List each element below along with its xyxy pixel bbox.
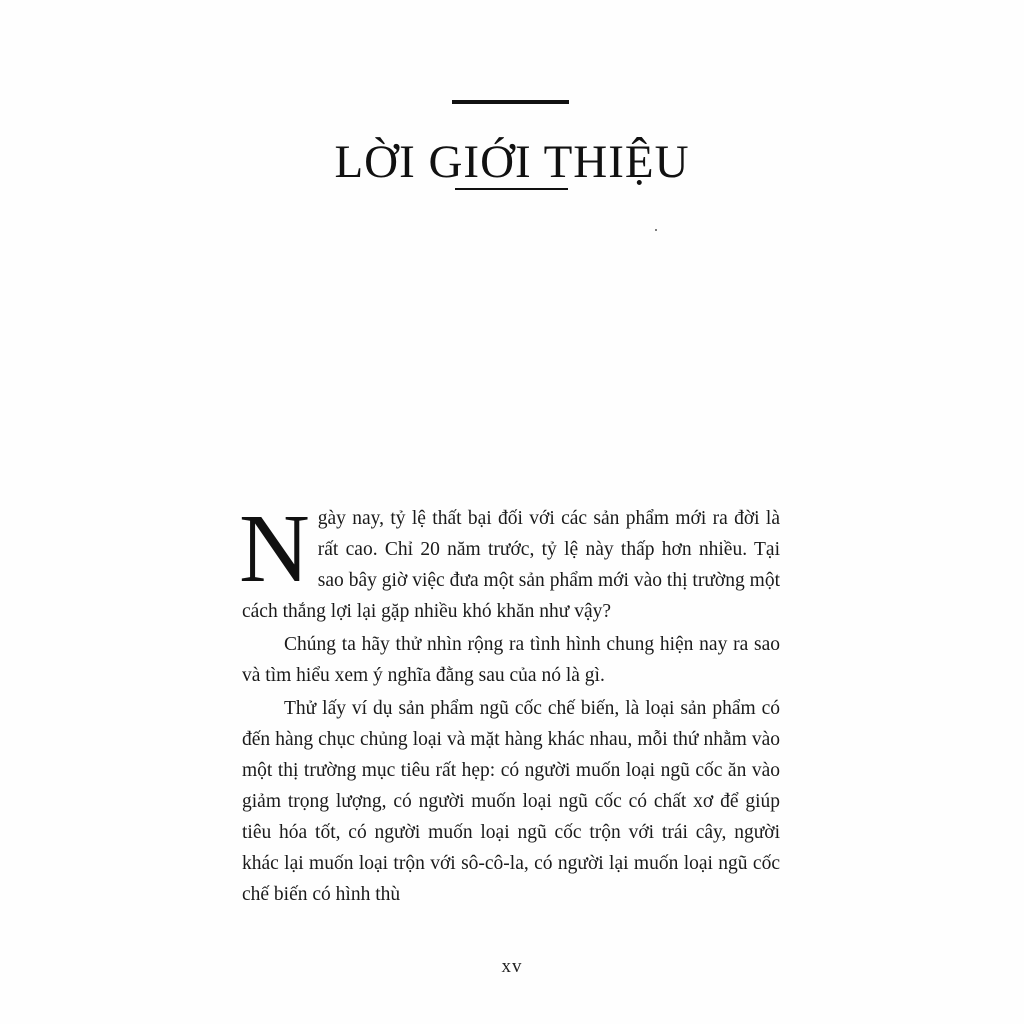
chapter-body [239, 495, 780, 910]
paragraph-1-text: gày nay, tỷ lệ thất bại đối với các sản phẩm mới ra đời là rất cao. Chỉ 20 năm trước, tỷ lệ này thấp hơn nhiều. Tại sao bây giờ việc đưa một sản phẩm mới vào thị trường một cách thắng lợi lại gặp nhiều khó khăn như vậy? [242, 508, 780, 622]
title-bottom-rule [455, 188, 568, 190]
page-number: xv [501, 956, 523, 977]
print-speck [655, 229, 657, 231]
title-top-rule [452, 100, 569, 104]
chapter-title: LỜI GIỚI THIỆU [334, 136, 690, 188]
drop-cap: N [239, 495, 310, 603]
paragraph-1 [239, 495, 780, 627]
paragraph-2: Chúng ta hãy thử nhìn rộng ra tình hình chung hiện nay ra sao và tìm hiểu xem ý nghĩa đằng sau của nó là gì. [242, 634, 780, 686]
paragraph-3: Thử lấy ví dụ sản phẩm ngũ cốc chế biến, là loại sản phẩm có đến hàng chục chủng loại và mặt hàng khác nhau, mỗi thứ nhằm vào một thị trường mục tiêu rất hẹp: có người muốn loại ngũ cốc ăn vào giảm trọng lượng, có người muốn loại ngũ cốc có chất xơ để giúp tiêu hóa tốt, có người muốn loại ngũ cốc trộn với trái cây, người khác lại muốn loại trộn với sô-cô-la, có người lại muốn loại ngũ cốc chế biến có hình thù [242, 698, 780, 905]
